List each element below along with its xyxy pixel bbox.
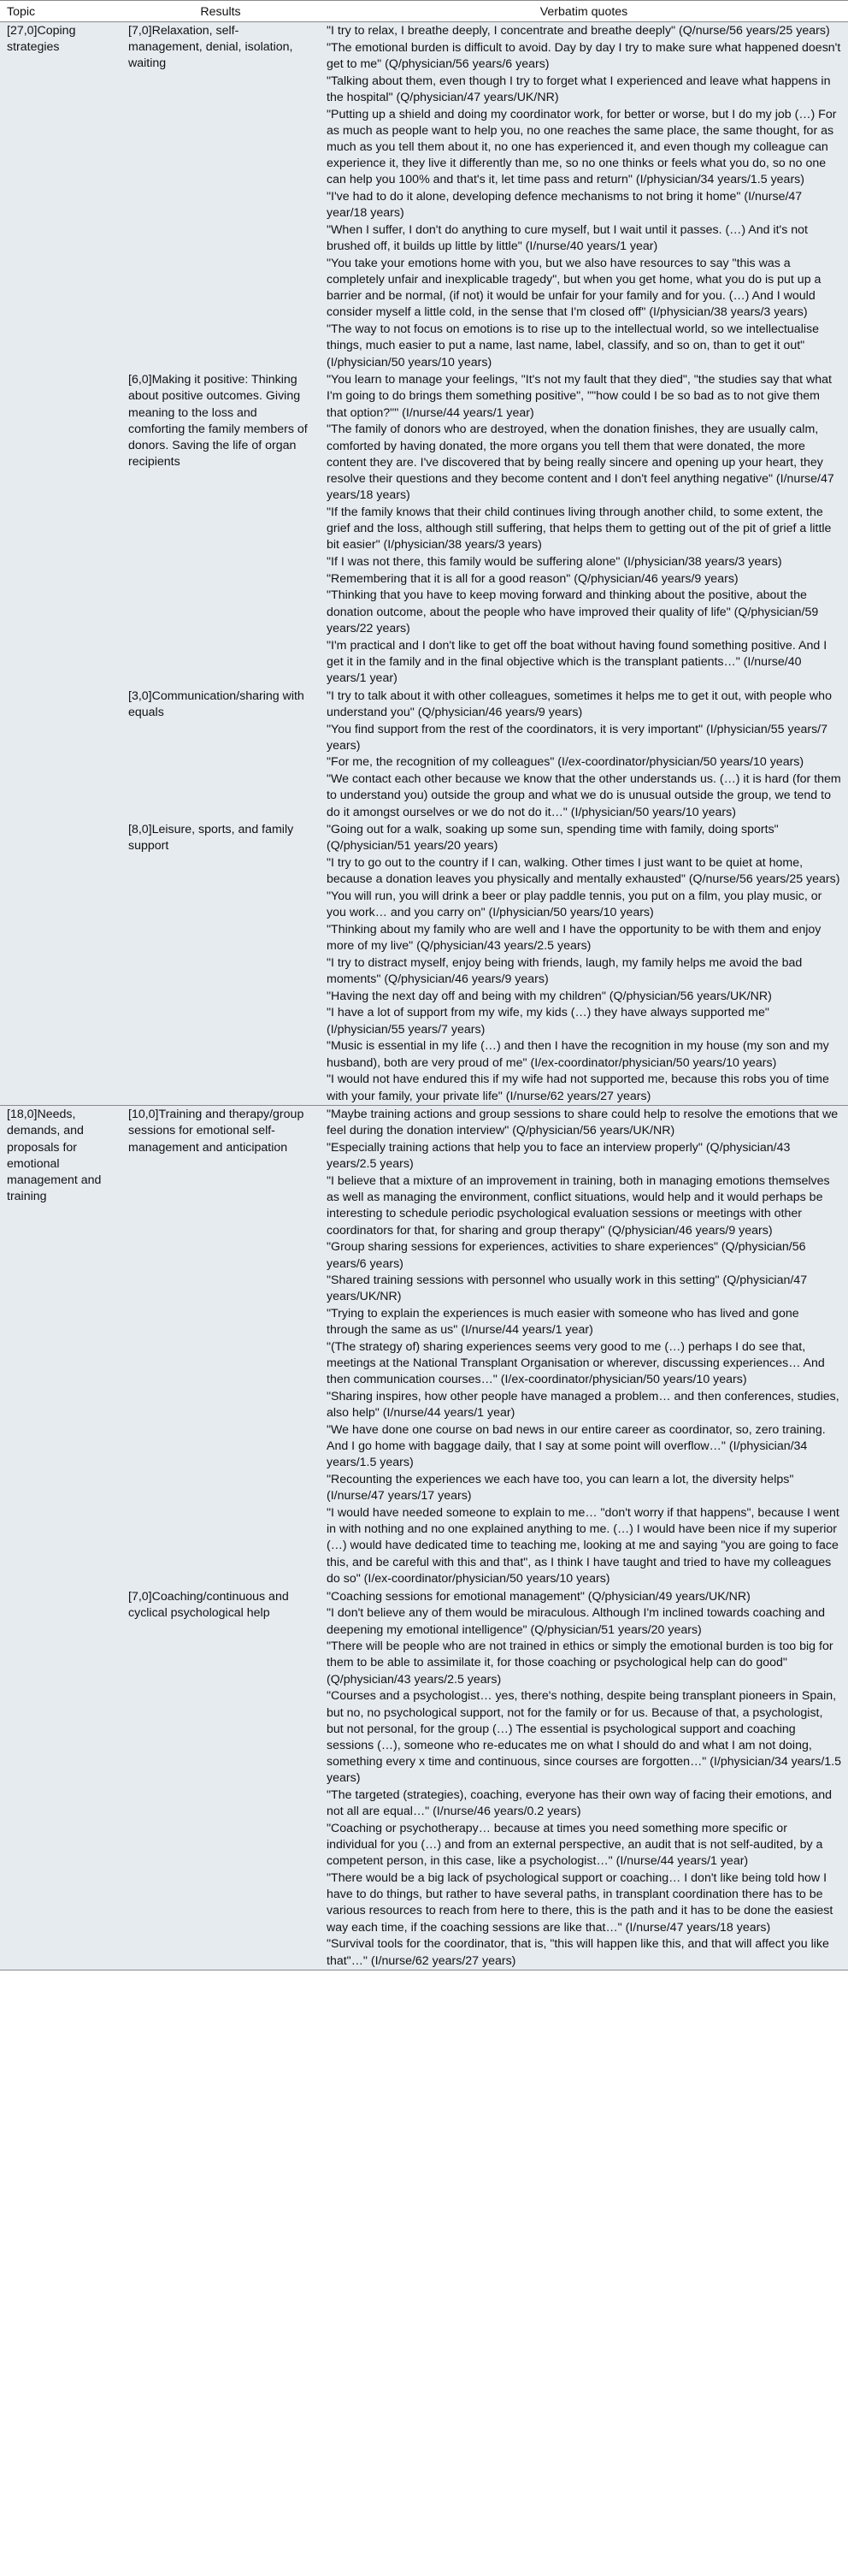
verbatim-quote: "Music is essential in my life (…) and then I have the recognition in my house (my son and my husband), both are very proud of me" (I/ex-coordinator/physician/50 years/10 years) <box>327 1039 829 1070</box>
verbatim-quote: "Thinking that you have to keep moving forward and thinking about the positive, about the donation outcome, about the people who have improved their quality of life" (Q/physician/59 years/22 years) <box>327 588 819 635</box>
quotes-cell <box>320 1106 848 1588</box>
table-row <box>0 1106 848 1588</box>
verbatim-quote: "I believe that a mixture of an improvement in training, both in managing emotions themselves as well as managing the environment, conflict situations, would help and it would perhaps be interesting to schedule periodic psychological evaluation sessions or meetings with other coordinators for that, for sharing and group therapy" (Q/physician/46 years/9 years) <box>327 1174 830 1238</box>
quotes-cell <box>320 22 848 372</box>
table-row <box>0 688 848 822</box>
topic-cell <box>0 1106 121 1588</box>
verbatim-quote: "There will be people who are not trained in ethics or simply the emotional burden is too big for them to be able to assimilate it, for those coaching or psychological help can do good" (Q/physician/43 years/2.5 years) <box>327 1640 833 1687</box>
verbatim-quote: "There would be a big lack of psychological support or coaching… I don't like being told how I have to do things, but rather to have several paths, in transplant coordination there has to be various resources to reach from here to there, this is the path and it has to be done the easiest way each time, if the coaching sessions are like that…" (I/nurse/47 years/18 years) <box>327 1871 833 1935</box>
table-row <box>0 371 848 687</box>
verbatim-quote: "Coaching sessions for emotional management" (Q/physician/49 years/UK/NR) <box>327 1589 751 1604</box>
header-quotes: Verbatim quotes <box>320 1 848 22</box>
verbatim-quote: "Maybe training actions and group sessions to share could help to resolve the emotions that we feel during the donation interview" (Q/physician/56 years/UK/NR) <box>327 1108 839 1138</box>
verbatim-quote: "Having the next day off and being with my children" (Q/physician/56 years/UK/NR) <box>327 989 772 1003</box>
quotes-cell <box>320 688 848 822</box>
table-body <box>0 22 848 1970</box>
verbatim-quote: "For me, the recognition of my colleagues" (I/ex-coordinator/physician/50 years/10 years) <box>327 755 804 770</box>
topic-cell <box>0 1588 121 1970</box>
result-label: [6,0]Making it positive: Thinking about positive outcomes. Giving meaning to the loss and comforting the family members of donors. Saving the life of organ recipients <box>128 373 308 470</box>
topic-cell <box>0 22 121 372</box>
verbatim-quote: "Sharing inspires, how other people have managed a problem… and then conferences, studies, also help" (I/nurse/44 years/1 year) <box>327 1390 839 1421</box>
table-row <box>0 22 848 372</box>
verbatim-quote: "We have done one course on bad news in our entire career as coordinator, so, zero training. And I go home with baggage daily, that I say at some point will overflow…" (I/physician/34 years/1.5 years) <box>327 1423 826 1470</box>
result-cell <box>121 371 320 687</box>
verbatim-quote: "If I was not there, this family would be suffering alone" (I/physician/38 years/3 years) <box>327 555 782 569</box>
verbatim-quote: "I try to distract myself, enjoy being with friends, laugh, my family helps me avoid the bad moments" (Q/physician/46 years/9 years) <box>327 955 803 987</box>
quotes-cell <box>320 821 848 1105</box>
verbatim-quote: "Especially training actions that help you to face an interview properly" (Q/physician/43 years/2.5 years) <box>327 1141 791 1172</box>
verbatim-quote: "You learn to manage your feelings, "It's not my fault that they died", "the studies say that what I'm going to do brings them something positive", ""how could I be so bad as to not give them that option?"" (I/nurse/44 years/1 year) <box>327 373 832 420</box>
result-label: [3,0]Communication/sharing with equals <box>128 688 304 719</box>
verbatim-quote: "The family of donors who are destroyed, when the donation finishes, they are usually calm, comforted by having donated, the more organs you tell them that were donated, the more content they are. I've discovered that by being really sincere and opening up your heart, they resolve their questions and they become content and I don't feel anything negative" (I/nurse/47 years/18 years) <box>327 422 834 503</box>
topic-cell <box>0 821 121 1105</box>
verbatim-quote: "Going out for a walk, soaking up some sun, spending time with family, doing sports" (Q/physician/51 years/20 years) <box>327 823 779 854</box>
topic-cell <box>0 688 121 822</box>
verbatim-quote: "You will run, you will drink a beer or play paddle tennis, you put on a film, you play music, or you work… and you carry on" (I/physician/50 years/10 years) <box>327 889 822 920</box>
verbatim-quote: "Shared training sessions with personnel who usually work in this setting" (Q/physician/47 years/UK/NR) <box>327 1273 808 1304</box>
verbatim-quote: "The way to not focus on emotions is to rise up to the intellectual world, so we intellectualise things, much easier to put a name, last name, label, classify, and so on, than to get it out" (I/physician/50 years/10 years) <box>327 322 819 369</box>
verbatim-quote: "I would have needed someone to explain to me… "don't worry if that happens", because I went in with nothing and no one explained anything to me. (…) I would have been nice if my superior (…) would have dedicated time to teaching me, looking at me and saying "you are going to face this, and be careful with this and that", as I think I have taught and tried to have my colleagues do so" (I/ex-coordinator/physician/50 years/10 years) <box>327 1506 839 1586</box>
verbatim-quote: "When I suffer, I don't do anything to cure myself, but I wait until it passes. (…) And it's not brushed off, it builds up little by little" (I/nurse/40 years/1 year) <box>327 222 808 254</box>
quotes-cell <box>320 371 848 687</box>
verbatim-quote: "The emotional burden is difficult to avoid. Day by day I try to make sure what happened doesn't get to me" (Q/physician/56 years/6 years) <box>327 40 841 71</box>
verbatim-quote: "Talking about them, even though I try to forget what I experienced and leave what happens in the hospital" (Q/physician/47 years/UK/NR) <box>327 74 831 104</box>
quotes-cell <box>320 1588 848 1970</box>
verbatim-quote: "(The strategy of) sharing experiences seems very good to me (…) perhaps I do see that, meetings at the National Transplant Organisation or wherever, discussing experiences… And then communication courses…" (I/ex-coordinator/physician/50 years/10 years) <box>327 1340 825 1387</box>
result-cell <box>121 1106 320 1588</box>
verbatim-quote: "Coaching or psychotherapy… because at times you need something more specific or individual for you (…) and from an external perspective, an audit that is not self-audited, by a competent person, in this case, like a psychologist…" (I/nurse/44 years/1 year) <box>327 1821 823 1869</box>
header-row <box>0 1 848 22</box>
verbatim-quote: "Remembering that it is all for a good reason" (Q/physician/46 years/9 years) <box>327 571 739 586</box>
verbatim-quote: "I would not have endured this if my wife had not supported me, because this robs you of time with your family, your private life" (I/nurse/62 years/27 years) <box>327 1072 829 1103</box>
verbatim-quote: "You take your emotions home with you, but we also have resources to say "this was a completely unfair and inexplicable tragedy", but when you get home, what you do is put up a barrier and be normal, (if not) it would be unfair for your family and for you. (…) And I would consider myself a little cold, in the sense that I'm closed off" (I/physician/38 years/3 years) <box>327 256 822 320</box>
verbatim-quote: "Survival tools for the coordinator, that is, "this will happen like this, and that will affect you like that"…" (I/nurse/62 years/27 years) <box>327 1937 829 1968</box>
verbatim-quote: "I've had to do it alone, developing defence mechanisms to not bring it home" (I/nurse/47 year/18 years) <box>327 190 803 221</box>
topic-cell <box>0 371 121 687</box>
verbatim-quote: "Thinking about my family who are well and I have the opportunity to be with them and enjoy more of my live" (Q/physician/43 years/2.5 years) <box>327 922 822 954</box>
result-label: [7,0]Relaxation, self-management, denial, isolation, waiting <box>128 24 293 71</box>
verbatim-quote: "Courses and a psychologist… yes, there's nothing, despite being transplant pioneers in Spain, but no, no psychological support, not for the family or for us. Because of that, a psychologist, but not personal, for the group (…) The essential is psychological support and coaching sessions (…), someone who re-educates me on what I should do and what I am not doing, something every x time and continuous, since courses are forgotten…" (I/physician/34 years/1.5 years) <box>327 1689 842 1786</box>
verbatim-quote: "I have a lot of support from my wife, my kids (…) they have always supported me" (I/physician/55 years/7 years) <box>327 1006 769 1037</box>
verbatim-quote: "Putting up a shield and doing my coordinator work, for better or worse, but I do my job (…) For as much as people want to help you, no one reaches the same place, the same thought, for as much as you tell them about it, no one has experienced it, and even though my colleague can experience it, they live it differently than me, so no one thinks or feels what you do, so no one can help you 100% and that's it, let time pass and return" (I/physician/34 years/1.5 years) <box>327 107 837 187</box>
verbatim-quote: "The targeted (strategies), coaching, everyone has their own way of facing their emotions, and not all are equal…" (I/nurse/46 years/0.2 years) <box>327 1788 832 1819</box>
verbatim-quote: "If the family knows that their child continues living through another child, to some extent, the grief and the loss, although still suffering, that helps them to getting out of the pit of grief a little bit easier" (I/physician/38 years/3 years) <box>327 505 832 552</box>
result-cell <box>121 821 320 1105</box>
header-topic: Topic <box>0 1 121 22</box>
table-row <box>0 1588 848 1970</box>
result-label: [10,0]Training and therapy/group sessions for emotional self-management and anticipation <box>128 1108 304 1155</box>
result-cell <box>121 688 320 822</box>
result-label: [8,0]Leisure, sports, and family support <box>128 823 294 854</box>
verbatim-quote: "I don't believe any of them would be miraculous. Although I'm inclined towards coaching and deepening my emotional intelligence" (Q/physician/51 years/20 years) <box>327 1606 826 1637</box>
verbatim-quote: "Recounting the experiences we each have too, you can learn a lot, the diversity helps" (I/nurse/47 years/17 years) <box>327 1473 794 1504</box>
verbatim-quote: "Group sharing sessions for experiences, activities to share experiences" (Q/physician/56 years/6 years) <box>327 1240 806 1271</box>
table-row <box>0 821 848 1105</box>
verbatim-quote: "We contact each other because we know that the other understands us. (…) it is hard (for them to understand you) outside the group and what we do is unusual outside the group, we tend to do it amongst ourselves or we do not do it…" (I/physician/50 years/10 years) <box>327 772 841 819</box>
result-label: [7,0]Coaching/continuous and cyclical psychological help <box>128 1589 289 1620</box>
verbatim-quote: "I try to relax, I breathe deeply, I concentrate and breathe deeply" (Q/nurse/56 years/25 years) <box>327 24 830 38</box>
topic-label: [27,0]Coping strategies <box>7 24 76 55</box>
verbatim-quote: "I try to go out to the country if I can, walking. Other times I just want to be quiet at home, because a donation leaves you physically and mentally exhausted" (Q/nurse/56 years/25 years) <box>327 856 840 887</box>
verbatim-quote: "I'm practical and I don't like to get off the boat without having found something positive. And I get it in the family and in the final objective which is the transplant patients…" (I/nurse/40 years/1 year) <box>327 638 827 685</box>
header-results: Results <box>121 1 320 22</box>
verbatim-quote: "You find support from the rest of the coordinators, it is very important" (I/physician/55 years/7 years) <box>327 722 827 753</box>
verbatim-quote: "Trying to explain the experiences is much easier with someone who has lived and gone through the same as us" (I/nurse/44 years/1 year) <box>327 1307 799 1338</box>
result-cell <box>121 22 320 372</box>
verbatim-quote: "I try to talk about it with other colleagues, sometimes it helps me to get it out, with people who understand you" (Q/physician/46 years/9 years) <box>327 688 832 719</box>
result-cell <box>121 1588 320 1970</box>
topic-label: [18,0]Needs, demands, and proposals for emotional management and training <box>7 1108 102 1204</box>
